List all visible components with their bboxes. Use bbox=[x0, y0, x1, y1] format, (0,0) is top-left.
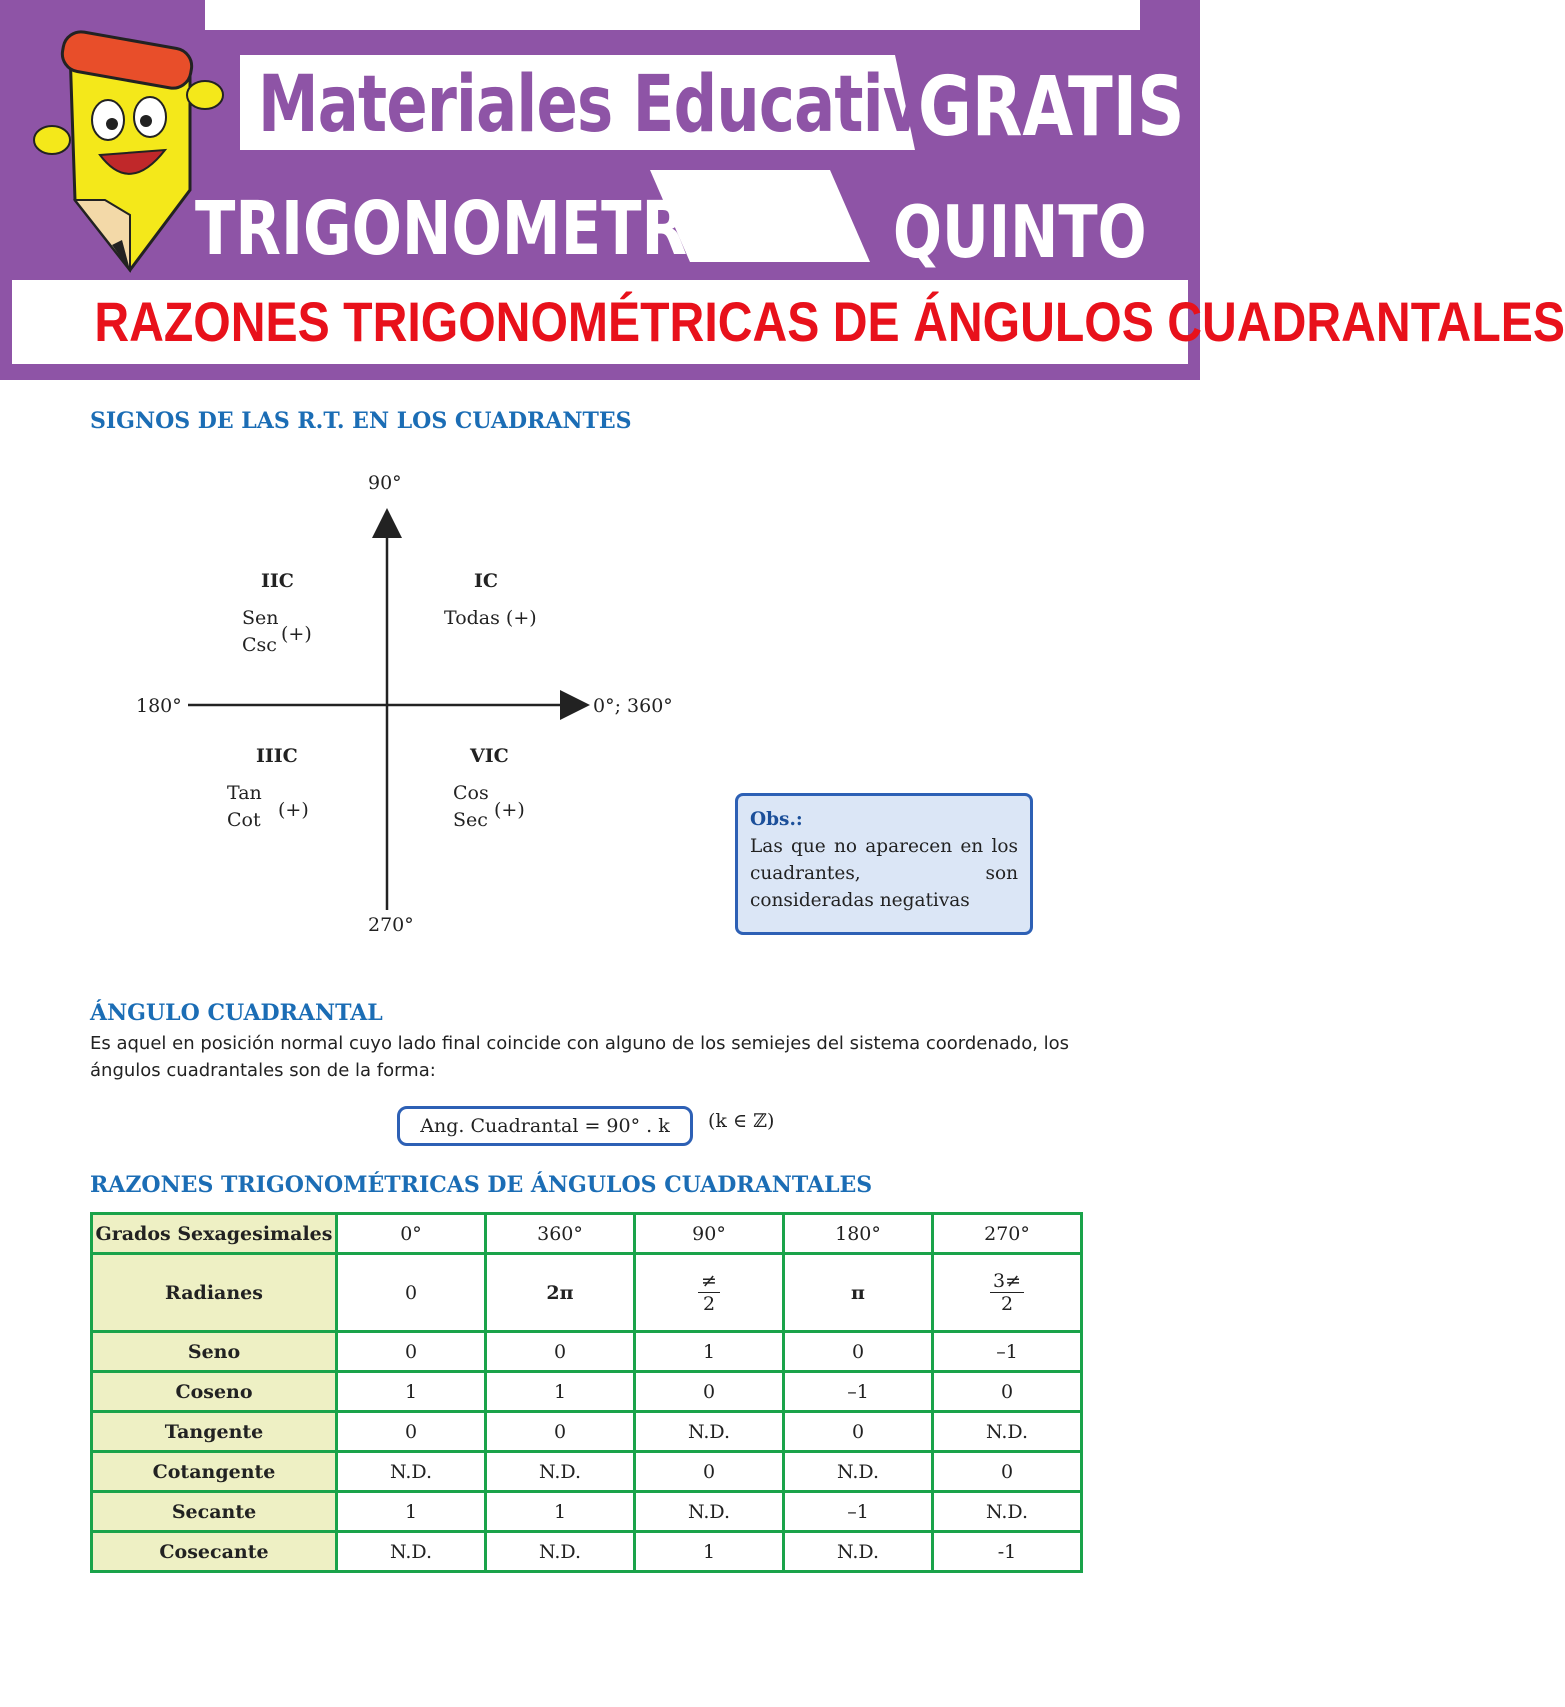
quadrantal-heading: ÁNGULO CUADRANTAL bbox=[90, 1000, 383, 1026]
table-cell bbox=[635, 1254, 784, 1332]
table-cell: 0 bbox=[933, 1372, 1082, 1412]
table-cell: N.D. bbox=[635, 1492, 784, 1532]
table-cell: 0 bbox=[337, 1332, 486, 1372]
table-cell: N.D. bbox=[486, 1452, 635, 1492]
row-label-cosecant: Cosecante bbox=[92, 1532, 337, 1572]
quadrant-4-sign: (+) bbox=[494, 799, 525, 821]
fraction-denominator: 2 bbox=[702, 1293, 716, 1315]
quadrant-4-line2: Sec bbox=[453, 809, 488, 831]
quadrant-3-sign: (+) bbox=[278, 799, 309, 821]
fraction-denominator: 2 bbox=[1000, 1293, 1014, 1315]
table-cell: –1 bbox=[933, 1332, 1082, 1372]
table-cell: 1 bbox=[635, 1532, 784, 1572]
row-label-sine: Seno bbox=[92, 1332, 337, 1372]
table-cell: 1 bbox=[337, 1372, 486, 1412]
table-cell: 270° bbox=[933, 1214, 1082, 1254]
table-cell: N.D. bbox=[784, 1452, 933, 1492]
quadrant-2-line1: Sen bbox=[242, 607, 279, 629]
quadrant-diagram bbox=[120, 465, 680, 945]
table-cell: 360° bbox=[486, 1214, 635, 1254]
table-cell: -1 bbox=[933, 1532, 1082, 1572]
table-cell: 1 bbox=[486, 1372, 635, 1412]
quadrant-1-line1: Todas (+) bbox=[444, 607, 537, 629]
table-row bbox=[92, 1214, 1082, 1254]
table-cell: N.D. bbox=[635, 1412, 784, 1452]
table-cell: N.D. bbox=[784, 1532, 933, 1572]
page-title: RAZONES TRIGONOMÉTRICAS DE ÁNGULOS CUADRANTALES bbox=[94, 290, 1565, 353]
table-row bbox=[92, 1412, 1082, 1452]
table-cell: 0 bbox=[784, 1412, 933, 1452]
grade-label: QUINTO bbox=[893, 190, 1147, 274]
table-cell: 0 bbox=[784, 1332, 933, 1372]
observation-box bbox=[735, 793, 1033, 935]
table-row bbox=[92, 1532, 1082, 1572]
table-row bbox=[92, 1332, 1082, 1372]
formula-condition: (k ∈ ℤ) bbox=[708, 1110, 775, 1132]
quadrant-4-name: VIC bbox=[470, 745, 509, 767]
table-cell: N.D. bbox=[337, 1532, 486, 1572]
row-label-degrees: Grados Sexagesimales bbox=[92, 1214, 337, 1254]
table-cell: 0° bbox=[337, 1214, 486, 1254]
table-cell: –1 bbox=[784, 1372, 933, 1412]
fraction bbox=[990, 1270, 1024, 1315]
table-cell: 90° bbox=[635, 1214, 784, 1254]
row-label-cosine: Coseno bbox=[92, 1372, 337, 1412]
table-cell: 0 bbox=[337, 1254, 486, 1332]
observation-label: Obs.: bbox=[750, 809, 803, 830]
table-cell: 1 bbox=[486, 1492, 635, 1532]
observation-text: Las que no aparecen en los cuadrantes, son consideradas negativas bbox=[750, 836, 1018, 911]
table-cell: 180° bbox=[784, 1214, 933, 1254]
table-cell: N.D. bbox=[933, 1492, 1082, 1532]
axis-label-left: 180° bbox=[136, 695, 182, 717]
quadrant-2-line2: Csc bbox=[242, 634, 277, 656]
table-cell: 1 bbox=[635, 1332, 784, 1372]
gratis-label: GRATIS bbox=[918, 60, 1185, 155]
table-heading: RAZONES TRIGONOMÉTRICAS DE ÁNGULOS CUADRANTALES bbox=[90, 1172, 873, 1198]
quadrant-3-line2: Cot bbox=[227, 809, 261, 831]
table-cell: 0 bbox=[337, 1412, 486, 1452]
table-cell: N.D. bbox=[933, 1412, 1082, 1452]
table-row bbox=[92, 1452, 1082, 1492]
table-row bbox=[92, 1492, 1082, 1532]
formula-box: Ang. Cuadrantal = 90° . k bbox=[397, 1106, 693, 1146]
table-cell: N.D. bbox=[486, 1532, 635, 1572]
trig-values-table bbox=[90, 1212, 1083, 1573]
table-cell: 0 bbox=[635, 1372, 784, 1412]
table-cell: 2π bbox=[486, 1254, 635, 1332]
quadrant-1-name: IC bbox=[474, 570, 499, 592]
quadrantal-definition: Es aquel en posición normal cuyo lado final coincide con alguno de los semiejes del sistema coordenado, los ángulos cuadrantales son de la forma: bbox=[90, 1033, 1070, 1081]
table-cell: 0 bbox=[486, 1332, 635, 1372]
table-cell: π bbox=[784, 1254, 933, 1332]
table-cell: 0 bbox=[635, 1452, 784, 1492]
brand-title: Materiales Educativos bbox=[258, 60, 999, 150]
row-label-tangent: Tangente bbox=[92, 1412, 337, 1452]
axis-label-bottom: 270° bbox=[368, 914, 414, 936]
signs-heading: SIGNOS DE LAS R.T. EN LOS CUADRANTES bbox=[90, 408, 632, 434]
table-cell: N.D. bbox=[337, 1452, 486, 1492]
quadrant-3-name: IIIC bbox=[256, 745, 298, 767]
fraction bbox=[698, 1270, 720, 1315]
quadrant-2-name: IIC bbox=[261, 570, 294, 592]
row-label-cotangent: Cotangente bbox=[92, 1452, 337, 1492]
table-cell: –1 bbox=[784, 1492, 933, 1532]
axis-label-right: 0°; 360° bbox=[593, 695, 673, 717]
table-row bbox=[92, 1254, 1082, 1332]
table-cell bbox=[933, 1254, 1082, 1332]
quadrant-2-sign: (+) bbox=[281, 623, 312, 645]
row-label-secant: Secante bbox=[92, 1492, 337, 1532]
quadrant-3-line1: Tan bbox=[227, 782, 262, 804]
fraction-numerator: ≠ bbox=[698, 1270, 720, 1293]
table-cell: 0 bbox=[486, 1412, 635, 1452]
subject-label: TRIGONOMETRIA bbox=[195, 186, 755, 272]
table-row bbox=[92, 1372, 1082, 1412]
row-label-radians: Radianes bbox=[92, 1254, 337, 1332]
quadrant-4-line1: Cos bbox=[453, 782, 489, 804]
axis-label-top: 90° bbox=[368, 472, 402, 494]
table-cell: 1 bbox=[337, 1492, 486, 1532]
fraction-numerator: 3≠ bbox=[990, 1270, 1024, 1293]
table-cell: 0 bbox=[933, 1452, 1082, 1492]
